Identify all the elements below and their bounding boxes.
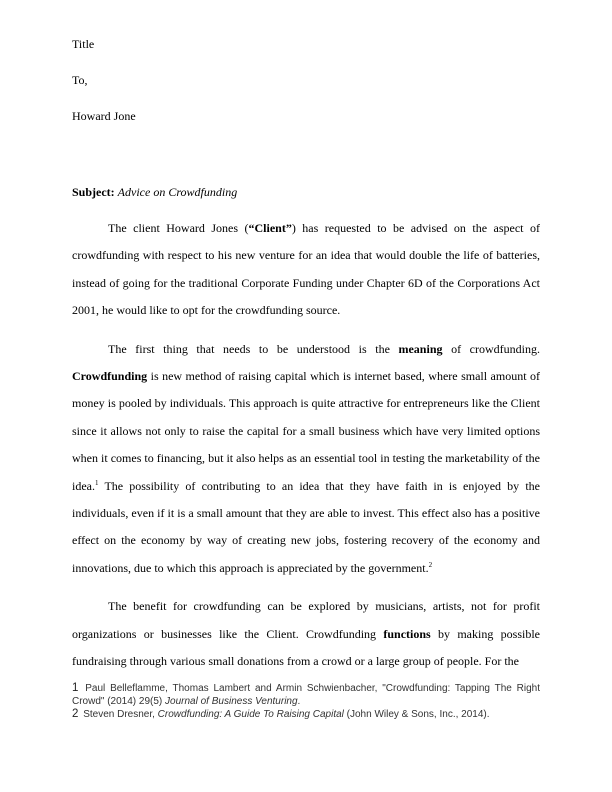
paragraph-2-text-f: The possibility of contributing to an idea that they have faith in is enjoyed by the individuals, even if it is a small amount that they are able to invest. This effect also has a positive effect on the economy by way of creating new jobs, fostering recovery of the economy and innovations, due to which this approach is appreciated by the government.	[72, 478, 540, 575]
paragraph-3	[72, 593, 540, 675]
paragraph-1-text-c: ) has requested to be advised on the aspect of crowdfunding with respect to his new venture for an idea that would double the life of batteries, instead of going for the traditional Corporate Funding under Chapter 6D of the Corporations Act 2001, he would like to opt for the crowdfunding source.	[72, 221, 540, 318]
footnote-ref-1[interactable]: 1	[95, 478, 99, 487]
footnote-number: 2	[72, 708, 79, 720]
paragraph-2-text-e: is new method of raising capital which is internet based, where small amount of money is pooled by individuals. This approach is quite attractive for entrepreneurs like the Client since it allows not only to raise the capital for a small business which have very limited options when it comes to financing, but it also helps as an essential tool in testing the marketability of the idea.	[72, 369, 540, 493]
footnote-1	[72, 682, 540, 708]
paragraph-1	[72, 215, 540, 325]
footnote-ref-2[interactable]: 2	[428, 560, 433, 569]
meaning-term: meaning	[398, 341, 443, 356]
paragraph-2	[72, 336, 540, 583]
footnote-text: Steven Dresner,	[83, 709, 158, 720]
body-text	[72, 215, 540, 676]
footnote-book-title: Crowdfunding: A Guide To Raising Capital	[157, 709, 344, 720]
subject-line	[72, 185, 237, 199]
footnote-2	[72, 708, 540, 722]
paragraph-2-text-a: The first thing that needs to be understood is the	[108, 341, 399, 356]
client-term: “Client”	[248, 221, 292, 235]
recipient-name: Howard Jone	[72, 109, 136, 123]
footnote-journal: Journal of Business Venturing	[165, 695, 298, 707]
footnote-tail: (John Wiley & Sons, Inc., 2014).	[343, 709, 490, 720]
paragraph-3-text-c: by making possible fundraising through various small donations from a crowd or a large group of people. For the	[72, 626, 541, 669]
subject-text: Advice on Crowdfunding	[117, 185, 238, 199]
footnote-tail: .	[297, 695, 301, 707]
functions-term: functions	[383, 626, 431, 641]
paragraph-1-text-a: The client Howard Jones (	[108, 221, 249, 235]
salutation: To,	[72, 73, 88, 87]
footnotes	[72, 682, 540, 722]
crowdfunding-term: Crowdfunding	[72, 369, 148, 384]
subject-label: Subject:	[72, 185, 115, 199]
paragraph-3-text-a: The benefit for crowdfunding can be explored by musicians, artists, not for profit organizations or businesses like the Client. Crowdfunding	[72, 599, 540, 641]
paragraph-2-text-c: of crowdfunding.	[442, 341, 540, 356]
footnote-text: Paul Belleflamme, Thomas Lambert and Armin Schwienbacher, "Crowdfunding: Tapping The Right Crowd" (2014) 29(5)	[72, 683, 540, 707]
document-title: Title	[72, 37, 95, 51]
footnote-number: 1	[72, 682, 79, 694]
